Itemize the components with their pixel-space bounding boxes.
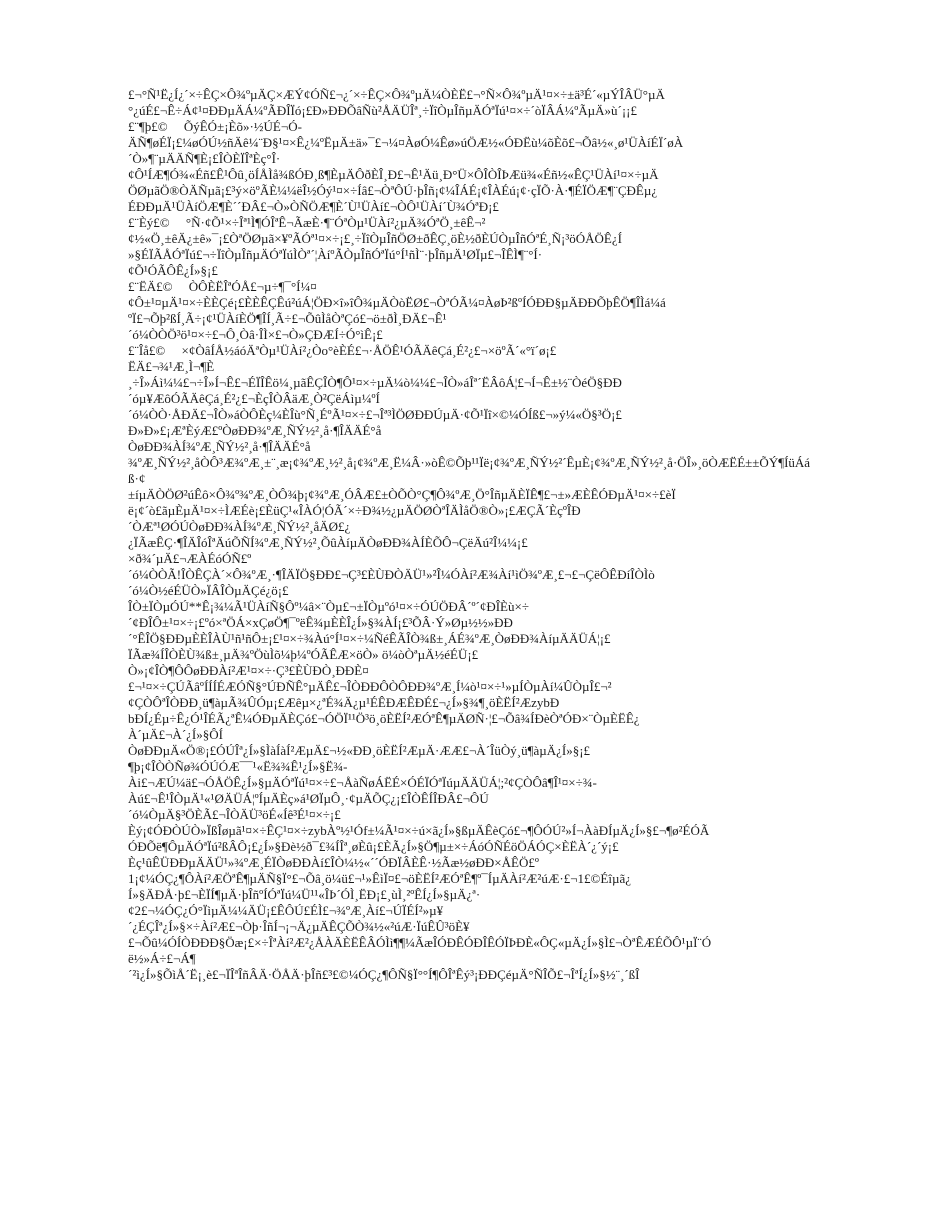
text-line: ´Ò»¶¨µÄÄÑ¶È¡£ÎÒÈÏÎªÈç°Î· [128, 151, 281, 166]
text-line: ÒøÐÐ¾ÀÍ¾ºÆ¸ÑÝ½²¸å·¶ÎÄÄÉ°å [128, 439, 311, 454]
text-line: Ò»¡¢ÎÒ¶ÔÔøÐÐÀí²Æ¹¤×÷·Ç³£ÈÙÐÒ¸ÐÐÈ¤ [128, 663, 369, 678]
text-line: Èý¡¢ÓÐÒÚÒ»ÏßÎøµã¹¤×÷ÊÇ¹¤×÷zybÀº½¹Óf±¼Ã¹¤×÷ú×ã¿Í»§ßµÄÊèÇó£¬¶ÔÓÚ²»Í¬ÀàÐÍµÄ¿Í»§£¬¶ø²ÉÓÃ [128, 823, 710, 838]
text-line: °¿úÉ£¬Ê÷Á¢¹¤ÐÐµÄÁ¼ºÃÐÎÏó¡£Ð»ÐÐÕâÑù²ÅÄÜÎª¸÷ÏîÒµÎñµÄÓªÏú¹¤×÷´òÏÂÁ¼ºÃµÄ»ù´¡¡£ [128, 103, 638, 118]
document-page [128, 87, 828, 983]
text-line: 1¡¢¼ÓÇ¿¶ÔÀí²ÆÖªÊ¶µÄÑ§Ï°£¬Õâ¸ö¼ü£¬¹»ÊìÏ¤£¬öÈËÍ²ÆÓªÊ¶º¯ÍµÄÀí²Æ²úÆ·£¬1£©Éîµã¿ [128, 871, 632, 886]
text-line: ºÏ£¬Õþ²ßÍ¸Ã÷¡¢¹ÜÀíÈÖ¶ÎÍ¸Ã÷£¬ÕûÌåÒªÇó£¬ö±ðÌ¸ÐÄ£¬Ê¹ [128, 311, 447, 326]
text-line: ËÄ£¬¾¹Æ¸Ì¬¶È [128, 359, 215, 374]
text-line: £¨¶þ£© ÕýÊÓ±¡Èõ»·½ÚÉ¬Ó- [128, 119, 302, 134]
text-line: ¢½«Ö¸±êÄ¿±ê»¯¡£ÒªÖØµã×¥ºÃÓª¹¤×÷¡£¸÷ÏîÒµÎñÖØ±ðÊÇ¸öÈ½ðÈÚÒµÎñÓªÉ¸Ñ¡³öÓÅÖÊ¿Í [128, 231, 622, 246]
text-line: ¢2£¬¼ÓÇ¿Ó°ÏìµÄ¼¼ÄÜ¡£ÊÔÚ£ÉÌ£¬¾ºÆ¸Àí£¬ÚÏÉÍ²»µ¥ [128, 903, 444, 918]
text-line: ÉÐÐµÄ¹ÜÀíÖÆ¶È´´ÐÂ£¬Ò»ÒÑÖÆ¶È´Ù¹ÜÀí£¬ÒÔ¹ÜÀí´Ù¾ÓªÐ¡£ [128, 199, 499, 214]
text-line: ß·¢ [128, 471, 146, 486]
text-line: ¸÷Î»Áì¼¼£¬÷Î»Í¬Ê£¬ÉÏÎÊö¼¸µãÊÇÎÒ¶Ô¹¤×÷µÄ¼ò¼¼£¬ÎÒ»áÎª´ËÂôÁ¦£¬Í¬Ê±½¨ÒéÖ§ÐÐ [128, 375, 622, 390]
text-line: ë½»Á÷£¬Á¶ [128, 951, 196, 966]
text-line: ÒøÐÐµÄ«Ö®¡£ÓÚÎª¿Í»§ÌàÍàÍ²ÆµÄ£¬½«ÐÐ¸öÈËÍ²ÆµÄ·ÆÆ£¬À´ÎüÒý¸ü¶àµÄ¿Í»§¡£ [128, 743, 591, 758]
text-line: £¨Èý£© °Ñ·¢Õ¹×÷Îª¹Ì¶ÓÎªÊ¬ÃæÈ·¶¨ÓªÒµ¹ÜÀí²¿µÄ¾ÓªÖ¸±êÊ¬² [128, 215, 486, 230]
text-line: £¨Îå£© ×¢ÒâÍÅ½áóÄªÒµ¹ÜÀí²¿Òo°èÈÉ£¬·ÅÖÊ¹ÓÃÄêÇá¸É²¿£¬×öºÃ´«°ï´ø¡£ [128, 343, 557, 358]
text-line: ¾ºÆ¸ÑÝ½²¸åÒÔ³Æ¾ºÆ¸±¨¸æ¡¢¾ºÆ¸½²¸å¡¢¾ºÆ¸Ë¼Â·»òÊ©Õþ¹¹Ïë¡¢¾ºÆ¸ÑÝ½²´ÊµÈ¡¢¾ºÆ¸ÑÝ½²¸å·ÖÎ»¸öÒÆËÉ±±ÕÝ¶ÍüÁá [128, 455, 811, 470]
text-line: ÖØµãÖ®ÒÄÑµã¡£³ý×öºÃÈ¼¼ëÎ½Óý¹¤×÷Íâ£¬ÒªÔÚ·þÎñ¡¢¼ÎÁÉ¡¢ÎÀÉú¡¢·çÏÕ·À·¶ÉÏÖÆ¶¨ÇÐÊµ¿ [128, 183, 658, 198]
text-line: Ð»Ð»£¡ÆªÈýÆ£ºÒøÐÐ¾ºÆ¸ÑÝ½²¸å·¶ÎÄÄÉ°å [128, 423, 382, 438]
text-line: ´ó¼ÒÒÃ!ÎÒÊÇÀ´×Ô¾ºÆ¸·¶ÎÄÏÖ§ÐÐ£¬Ç³£ÈÙÐÒÄÜ¹»²Î¼ÓÀí²Æ¾Àí¹ìÖ¾ºÆ¸£¬£¬ÇëÔÊÐíÎÒÌò [128, 567, 655, 582]
text-line: ±íµÄÒÖØ²úÊô×Ô¾º¾ºÆ¸ÒÔ¾þ¡¢¾ºÆ¸ÓÂÆ£±ÒÕÒ°Ç¶Ô¾ºÆ¸Ö°ÎñµÄÈÏÊ¶£¬±»ÆÈÊÓÐµÄ¹¤×÷£èÏ [128, 487, 676, 502]
text-line: ¶þ¡¢ÎÒÒÑø¾ÓÚÓÆ¯¯¹«Ë¾¾Ê¹¿Í»§Ë¾- [128, 759, 348, 774]
text-line: ´°ÊÎÖ§ÐÐµÈÈÎÀÙ¹ñ¹ñÔ±¡£¹¤×÷¾Àú°Í¹¤×÷¼ÑéÊÃÎÒ¾ß±¸ÁÉ¾ºÆ¸ÒøÐÐ¾ÀíµÄÄÜÁ¦¡£ [128, 631, 611, 646]
text-line: ´¿ÉÇÎª¿Í»§×÷Àí²Æ£¬Òþ·ÎñÍ¬¡¬Ä¿µÄÊÇÕÒ¾½«²úÆ·ÏúÊÛ³öÈ¥ [128, 919, 470, 934]
text-line: ´ó¼ÒÒÖ³ö¹¤×÷£¬Ô¸Òâ·ÎÌ×£¬Ò»ÇÐÆÍ÷Ó°ìÊ¡£ [128, 327, 383, 342]
text-line: ´²ì¿Í»§ÕìÅ´Ë¡¸è£¬ÏÎªÎñÂÄ·ÖÅÄ·þÎñ£³£©¼ÓÇ¿¶ÔÑ§Ï°°Í¶ÔÎªÊý³¡ÐÐÇéµÄ°ÑÎÕ£¬ÎªÍ¿Í»§½¨¸´ßÎ [128, 967, 640, 982]
text-line: Ài£¬ÆÚ¼ä£¬ÓÅÖÊ¿Í»§µÄÓªÏú¹¤×÷£¬ÅàÑøÁËÉ×ÓÉÏÓªÏúµÄÄÜÁ¦;²¢ÇÒÔâ¶Î¹¤×÷¾- [128, 775, 597, 790]
text-line: ¢Õ¹ÓÃÔÊ¿Í»§¡£ [128, 263, 218, 278]
text-line: ÎÒ±ÏÒµÓÚ**Ê¡¾¼Ã¹ÜÀíÑ§Ôº¼â×¨Òµ£¬±ÏÒµºó¹¤×÷ÓÚÖÐÂ´º´¢ÐÎÈù×÷ [128, 599, 529, 614]
text-line: ë¡¢´ò£ãµÈµÄ¹¤×÷ÌÆÉè¡£ÈüÇ¹«ÎÀÓ¦ÓÃ´×÷Ð¾½¿µÄÖØÒªÎÄÌåÖ®Ò»¡£ÆÇÃ´ÈçºÎÐ [128, 503, 581, 518]
text-line: £¬°Ñ¹Ë¿Í¿´×÷ÊÇ×Ô¾ºµÄÇ×ÆÝ¢ÓÑ£¬¿´×÷ÊÇ×Ô¾ºµÄ¼ÒÈË£¬°Ñ×Ô¾ºµÄ¹¤×÷±ä³É´«µÝÎÂÜ°µÄ [128, 87, 665, 102]
text-line: ¢Ô±¹¤µÄ¹¤×÷ÈÈÇé¡£ÈÈÊÇÊú²úÁ¦ÖÐ×î»îÔ¾µÄÒòËØ£¬ÒªÓÃ¼¤ÀøÞ²ßºÍÓÐÐ§µÄÐÐÕþÊÖ¶ÎÌá¼á [128, 295, 666, 310]
text-line: ´ó¼Ò½éÉÜÒ»ÏÂÎÒµÄÇé¿ö¡£ [128, 583, 289, 598]
text-line: £¬¹¤×÷ÇÚÃâºÍÍÍÉÆÓÑ§°ÚÐÑÊ°µÄÊ£¬ÎÒÐÐÔÒÔÐÐ¾ºÆ¸Í¼ò¹¤×÷¹»µÍÒµÀí¼ÛÒµÎ£¬² [128, 679, 612, 694]
text-line: À´µÄ£¬À´¿Í»§ÔÍ [128, 727, 223, 742]
text-line: ´ó¼ÒµÄ§³ÖÈÃ£¬ÎÒÄÜ³öÉ«Íê³É¹¤×÷¡£ [128, 807, 341, 822]
text-line: £¬Õû¼ÓÍÒÐÐÐ§Öæ¡£×÷ÎªÀí²Æ²¿ÅÀÄÈËÊÂÓÌì¶¶¼ÃæÎÓÐÊÓÐÎÊÓÏÞÐÈ«ÔÇ«µÄ¿Í»§Ì£¬ÒªÊÆÉÕÔ¹µÏ¨Ó [128, 935, 712, 950]
text-line: bÐÍ¿Éµ÷Ê¿Ó¹ÎÉÃ¿ªÊ¼ÓÐµÄÈÇó£¬ÓÖÏ¹¹Ö³ö¸öÈËÍ²ÆÓªÊ¶µÄØÑ·¦£¬Õâ¾ÍÐèÒªÓÐ×¨ÒµÈËÊ¿ [128, 711, 640, 726]
text-line: ´ó¼ÒÒ·ÅÐÄ£¬ÎÒ»áÒÔÈç¼ÈÎù°Ñ¸ÉºÃ¹¤×÷£¬Îª³ÌÖØÐÐÚµÄ·¢Õ¹Ïî×©¼ÓÍß£¬»ý¼«Ö§³Ö¡£ [128, 407, 622, 422]
text-line: ÏÃæ¾ÍÎÒÈÙ¾ß±¸µÄ¾ºÖùÌõ¼þ¼ºÓÃÊÆ×öÒ» ö¼òÒªµÄ½éÉÜ¡£ [128, 647, 479, 662]
text-line: ´ÒÆª¹ØÓÚÒøÐÐ¾ÀÍ¾ºÆ¸ÑÝ½²¸åÄØ£¿ [128, 519, 351, 534]
text-line: ÓÐÕë¶ÔµÄÓªÏú²ßÂÔ¡£¿Í»§Ðè½ð¯£¾ÍÎª¸øÈû¡£ÈÃ¿Í»§Ö¶µ±×÷ÁóÓÑÉöÖÁÓÇ×ÈËÀ´¿´ý¡£ [128, 839, 619, 854]
text-line: ¿ÏÃæÊÇ·¶ÎÄÎóÎªÄúÕÑÍ¾ºÆ¸ÑÝ½²¸ÕûÀíµÄÒøÐÐ¾ÀÍÈÕÔ¬ÇëÄú²Î¼¼¡£ [128, 535, 528, 550]
text-line: Èç¹ûÊÜÐÐµÄÄÜ¹»¾ºÆ¸ÉÏÒøÐÐÀí£ÎÒ¼½«´´ÓÐÏÂÈÊ·½Ãæ½øÐÐ×ÅÊÖ£º [128, 855, 539, 870]
text-line: ´¢ÐÎÔ±¹¤×÷¡£ºó×ªÖÁ×xÇøÖ¶¯ºëÊ¾µÈÈÎ¿Í»§¾ÀÍ¡£³ÕÂ·Ý»Øµ½½»ÐÐ [128, 615, 513, 630]
text-line: Í»§ÄÐÅ·þ£¬ÈÏÍ¶µÄ·þÎñºÍÓªÏú¼Ü¹¹«ÎÞ´ÓÌ¸ËÐ¡£¸ùÌ¸²ºÊÍ¿Í»§µÄ¿ª· [128, 887, 481, 902]
text-line: ¢ÇÒÔªÎÒÐÐ¸ü¶àµÃ¾ÛÓµ¡£Æêµ×¿ªÉ¾Ä¿µ¹ÉÊÐÆÊÐÉ£¬¿Í»§¾¶¸öÈËÍ²ÆzybÐ [128, 695, 560, 710]
text-line: »§ÉÏÃÅÓªÏú£¬÷ÏîÒµÎñµÄÓªÏúÌÒª´¦ÀíºÃÒµÎñÓªÏú°Í¹ñÌ¨·þÎñµÄ¹ØÏµ£¬ÎÊÌ¶¨°Í· [128, 247, 543, 262]
text-line: Àú£¬Ê¹ÎÒµÄ¹«¹ØÄÜÁ¦ºÍµÄÈç»á¹ØÏµÔ¸·¢µÄÕÇ¿¡£ÎÒÊÍÎÐÂ£¬ÔÚ [128, 791, 489, 806]
text-line: ×ð¾´µÄ£¬ÆÀÉóÓÑ£º [128, 551, 252, 566]
text-line: ÄÑ¶øÉÏ¡£¼øÓÚ½ñÄê¼¨Ð§¹¤×Ê¿¼ºËµÄ±ä»¯£¬¼¤ÀøÓ¼Êø»úÖÆ½«ÓÐËù¼õÈõ£¬Õâ½«¸ø¹ÜÀíÉÏ´øÀ [128, 135, 684, 150]
text-line: £¨ËÄ£© ÒÔÈËÎªÓÅ£¬µ÷¶¯°Í¼¤ [128, 279, 317, 294]
text-line: ´óµ¥ÆôÓÃÄêÇá¸É²¿£¬ÈçÎÒÂäÆ¸Ò²ÇëÁìµ¼ºÍ [128, 391, 380, 406]
text-line: ¢Ô¹ÍÆ¶Ó¾«Éñ£Ê¹Ôû¸öÍÅÌå¾ßÓÐ¸ß¶ÈµÄÔðÈÎ¸Ð£¬Ê¹Äü¸Ð°Ü×ÔÎÒÎÞÆü¾«Éñ½«ÊÇ¹ÜÀí¹¤×÷µÄ [128, 167, 659, 182]
